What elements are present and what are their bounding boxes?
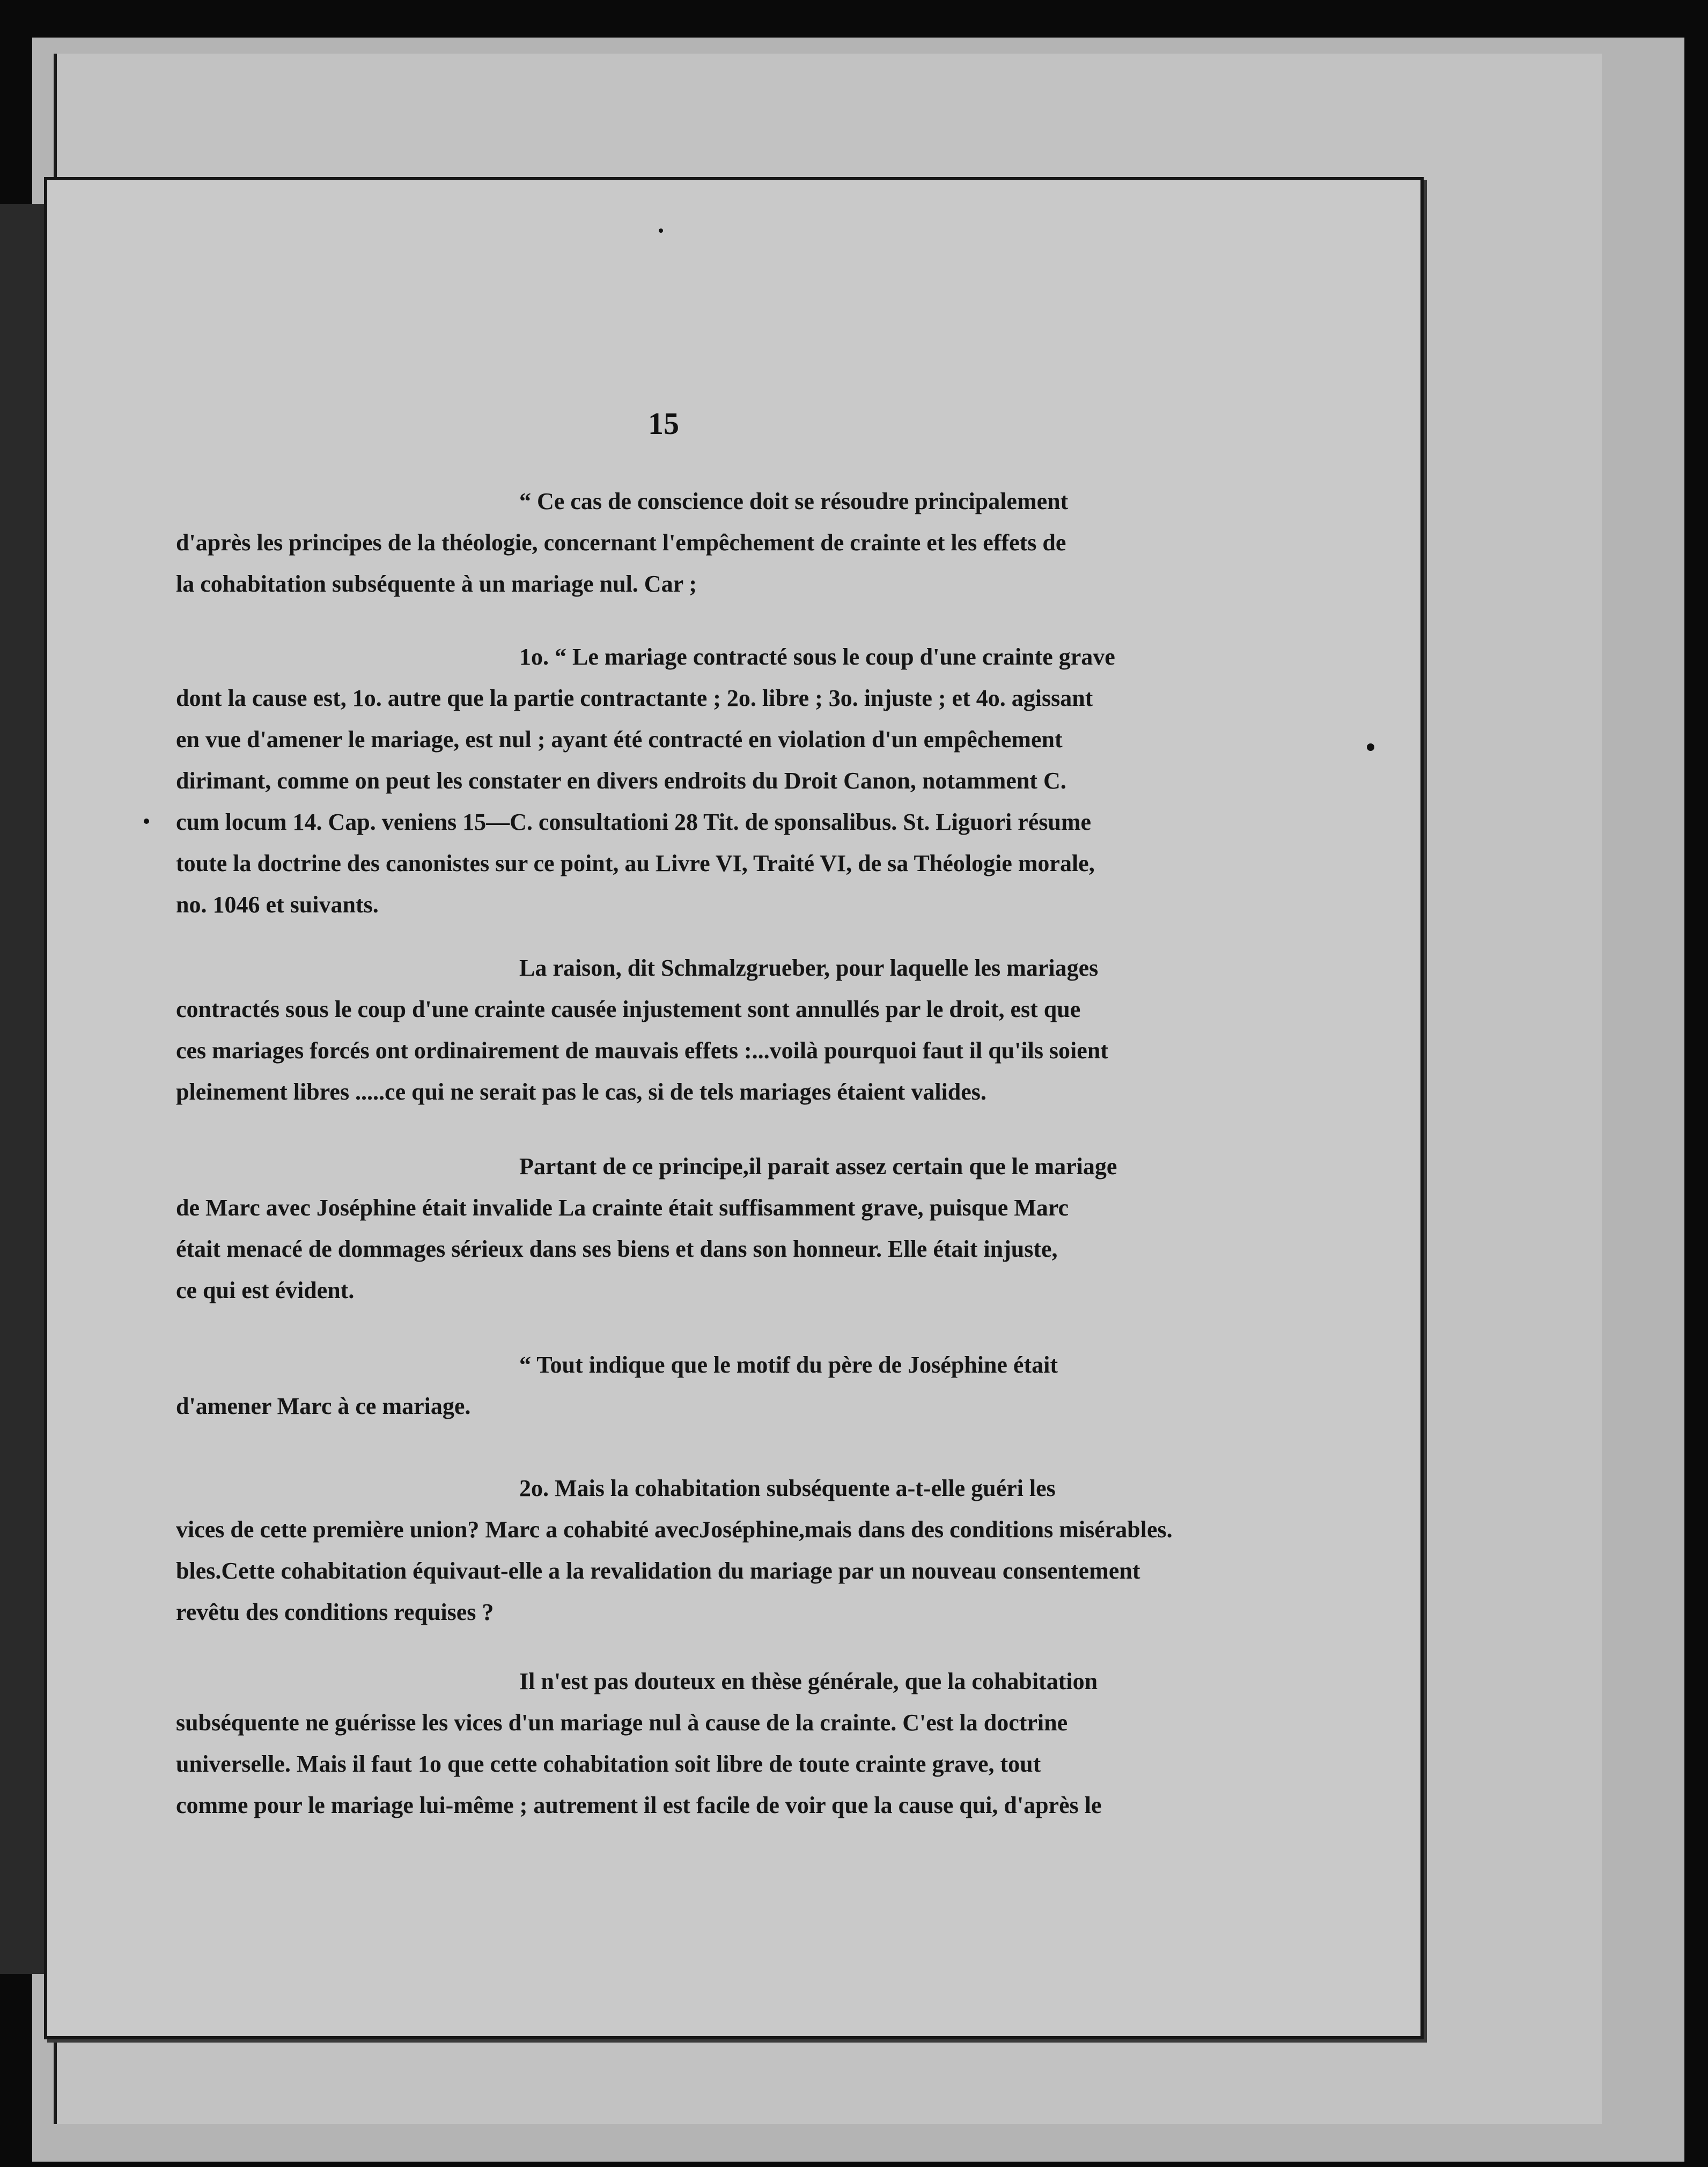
text-line: de Marc avec Joséphine était invalide La crainte était suffisamment grave, puisque Marc	[176, 1195, 1069, 1221]
text-line: ces mariages forcés ont ordinairement de mauvais effets :...voilà pourquoi faut il qu'ils soient	[176, 1037, 1108, 1064]
text-line: La raison, dit Schmalzgrueber, pour laquelle les mariages	[519, 955, 1099, 981]
text-line: la cohabitation subséquente à un mariage nul. Car ;	[176, 571, 697, 597]
text-line: contractés sous le coup d'une crainte causée injustement sont annullés par le droit, est que	[176, 996, 1081, 1022]
text-line: “ Tout indique que le motif du père de Joséphine était	[519, 1352, 1058, 1378]
text-line: Partant de ce principe,il parait assez certain que le mariage	[519, 1153, 1117, 1180]
text-line: ce qui est évident.	[176, 1277, 355, 1303]
text-line: dirimant, comme on peut les constater en divers endroits du Droit Canon, notamment C.	[176, 768, 1066, 794]
document-page	[44, 177, 1424, 2039]
text-line: subséquente ne guérisse les vices d'un mariage nul à cause de la crainte. C'est la doctrine	[176, 1709, 1068, 1736]
text-line: pleinement libres .....ce qui ne serait pas le cas, si de tels mariages étaient valides.	[176, 1079, 986, 1105]
text-line: no. 1046 et suivants.	[176, 891, 379, 918]
paragraph-6	[176, 1468, 1195, 1633]
text-line: comme pour le mariage lui-même ; autrement il est facile de voir que la cause qui, d'après le	[176, 1792, 1102, 1818]
paragraph-7	[176, 1661, 1195, 1826]
text-line: d'après les principes de la théologie, concernant l'empêchement de crainte et les effets de	[176, 529, 1066, 556]
text-line: cum locum 14. Cap. veniens 15—C. consultationi 28 Tit. de sponsalibus. St. Liguori résume	[176, 809, 1092, 835]
text-line: 1o. “ Le mariage contracté sous le coup d'une crainte grave	[519, 644, 1115, 670]
text-line: était menacé de dommages sérieux dans ses biens et dans son honneur. Elle était injuste,	[176, 1236, 1058, 1262]
page-number: 15	[648, 406, 679, 441]
text-line: “ Ce cas de conscience doit se résoudre principalement	[519, 488, 1069, 514]
text-line: dont la cause est, 1o. autre que la partie contractante ; 2o. libre ; 3o. injuste ; et 4o. agissant	[176, 685, 1093, 711]
ink-speck	[144, 819, 149, 824]
paragraph-1	[176, 481, 1195, 605]
text-line: bles.Cette cohabitation équivaut-elle a la revalidation du mariage par un nouveau consentement	[176, 1558, 1140, 1584]
text-line: toute la doctrine des canonistes sur ce point, au Livre VI, Traité VI, de sa Théologie morale,	[176, 850, 1095, 876]
ink-speck	[659, 229, 663, 233]
paragraph-4	[176, 1146, 1195, 1311]
text-line: universelle. Mais il faut 1o que cette cohabitation soit libre de toute crainte grave, tout	[176, 1751, 1041, 1777]
text-line: revêtu des conditions requises ?	[176, 1599, 494, 1625]
ink-speck	[1367, 743, 1374, 751]
text-line: Il n'est pas douteux en thèse générale, que la cohabitation	[519, 1668, 1098, 1694]
text-line: d'amener Marc à ce mariage.	[176, 1393, 471, 1419]
text-line: en vue d'amener le mariage, est nul ; ayant été contracté en violation d'un empêchement	[176, 726, 1063, 753]
paragraph-5	[176, 1344, 1195, 1427]
paragraph-3	[176, 947, 1195, 1112]
text-line: vices de cette première union? Marc a cohabité avecJoséphine,mais dans des conditions misérables.	[176, 1516, 1173, 1543]
text-line: 2o. Mais la cohabitation subséquente a-t-elle guéri les	[519, 1475, 1056, 1501]
paragraph-2	[176, 636, 1195, 925]
